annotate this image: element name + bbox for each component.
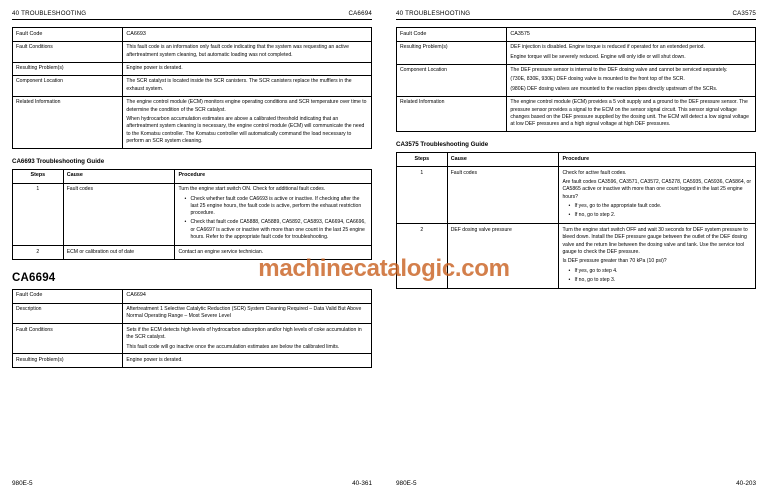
row-value-fault-conditions — [123, 324, 372, 354]
table-row — [13, 41, 372, 62]
row-label-related-information: Related Information — [397, 96, 507, 132]
column-header-procedure: Procedure — [559, 153, 756, 167]
paragraph: Engine torque will be severely reduced. Engine will only idle or will shut down. — [510, 53, 686, 60]
row-value-related-information — [123, 96, 372, 148]
table-row — [397, 167, 756, 224]
fault-code-table-ca6694 — [12, 289, 372, 368]
page-footer-left — [12, 480, 372, 487]
row-label-description: Description — [13, 303, 123, 324]
column-header-code-value: CA6693 — [123, 28, 372, 42]
column-header-steps: Steps — [13, 169, 64, 183]
page-header-left — [12, 10, 372, 20]
step-cause: Fault codes — [447, 167, 559, 224]
table-row — [13, 28, 372, 42]
footer-manual-number: 980E-5 — [396, 480, 417, 487]
paragraph: Turn the engine start switch OFF and wait 30 seconds for DEF system pressure to bleed down. Install the DEF pressure gauge between the outlet of the DEF dosing valve and the return line between the dosing valve and tank. Use the service tool gauge to check the DEF pressure. — [562, 226, 748, 255]
step-cause: DEF dosing valve pressure — [447, 224, 559, 289]
table-row — [13, 246, 372, 259]
step-procedure — [559, 224, 756, 289]
table-row — [397, 28, 756, 42]
column-header-fault-code: Fault Code — [13, 28, 123, 42]
section-title-ca6693-guide: CA6693 Troubleshooting Guide — [12, 157, 105, 165]
header-fault-code: CA6694 — [348, 10, 372, 17]
table-row — [13, 354, 372, 367]
step-number: 2 — [397, 224, 448, 289]
paragraph: The DEF pressure sensor is internal to the DEF dosing valve and cannot be serviced separately. — [510, 67, 728, 74]
row-label-fault-conditions: Fault Conditions — [13, 41, 123, 62]
watermark: machinecatalogic.com — [258, 255, 510, 282]
page-footer-right — [396, 480, 756, 487]
footer-page-number: 40-203 — [736, 480, 756, 487]
row-label-resulting-problems: Resulting Problem(s) — [13, 62, 123, 75]
paragraph: DEF injection is disabled. Engine torque is reduced if operated for an extended period. — [510, 44, 705, 51]
table-row — [397, 64, 756, 96]
paragraph: (730E, 830E, 930E) DEF dosing valve is mounted to the front top of the SCR. — [510, 76, 685, 83]
paragraph: Check for active fault codes. — [562, 169, 627, 176]
paragraph: When hydrocarbon accumulation estimates are above a calibrated threshold indicating that an aftertreatment system cleaning is necessary, the engine control module (ECM) will communicate the need to the Komatsu controller. The Komatsu controller will automatically command the load necessary to perform an SCR system cleaning. — [126, 115, 365, 145]
paragraph: (980E) DEF dosing valves are mounted to the reaction pipes directly upstream of the SCRs. — [510, 85, 718, 92]
footer-manual-number: 980E-5 — [12, 480, 33, 487]
step-number: 1 — [397, 167, 448, 224]
row-label-related-information: Related Information — [13, 96, 123, 148]
header-section-title: 40 TROUBLESHOOTING — [396, 10, 471, 17]
list-item: • If no, go to step 2. — [569, 212, 752, 219]
procedure-bullet-list — [562, 268, 752, 284]
row-label-resulting-problems: Resulting Problem(s) — [397, 41, 507, 64]
table-row — [397, 224, 756, 289]
row-label-fault-conditions: Fault Conditions — [13, 324, 123, 354]
troubleshooting-guide-ca3575 — [396, 152, 756, 289]
column-header-steps: Steps — [397, 153, 448, 167]
header-fault-code: CA3575 — [732, 10, 756, 17]
step-procedure: Contact an engine service technician. — [175, 246, 372, 259]
section-title-ca3575-guide: CA3575 Troubleshooting Guide — [396, 141, 489, 149]
table-header-row — [397, 153, 756, 167]
step-cause: Fault codes — [63, 183, 175, 246]
step-number: 2 — [13, 246, 64, 259]
table-row — [397, 96, 756, 132]
table-row — [13, 75, 372, 96]
column-header-cause: Cause — [63, 169, 175, 183]
page-title-ca6694: CA6694 — [12, 271, 56, 284]
row-label-component-location: Component Location — [13, 75, 123, 96]
step-cause: ECM or calibration out of date — [63, 246, 175, 259]
table-row — [13, 183, 372, 246]
row-value-component-location: The SCR catalyst is located inside the SCR canisters. The SCR canisters replace the mufflers in the exhaust system. — [123, 75, 372, 96]
table-row — [13, 303, 372, 324]
fault-code-table-ca6693 — [12, 27, 372, 149]
row-value-related-information: The engine control module (ECM) provides a 5 volt supply and a ground to the DEF pressure sensor. The pressure sensor provides a signal to the ECM on the sensor signal circuit. This sensor signal voltage changes based on the DEF pressure supplied by the dosing unit. The ECM will detect a low signal voltage at low DEF pressures and a high signal voltage at high DEF pressures. — [507, 96, 756, 132]
column-header-code-value: CA6694 — [123, 289, 372, 303]
table-row — [13, 62, 372, 75]
page-right — [384, 0, 768, 497]
procedure-bullet-list — [178, 196, 368, 242]
row-label-component-location: Component Location — [397, 64, 507, 96]
column-header-cause: Cause — [447, 153, 559, 167]
row-label-resulting-problems: Resulting Problem(s) — [13, 354, 123, 367]
row-value-fault-conditions: This fault code is an information only fault code indicating that the system was requesting an active aftertreatment system cleaning, but automatic loading was not completed. — [123, 41, 372, 62]
step-procedure — [559, 167, 756, 224]
paragraph: Sets if the ECM detects high levels of hydrocarbon adsorption and/or high levels of coke accumulation in the SCR catalyst. — [126, 326, 362, 341]
fault-code-table-ca3575 — [396, 27, 756, 132]
column-header-procedure: Procedure — [175, 169, 372, 183]
step-procedure — [175, 183, 372, 246]
paragraph: Is DEF pressure greater than 70 kPa (10 psi)? — [562, 258, 667, 265]
column-header-code-value: CA3575 — [507, 28, 756, 42]
footer-page-number: 40-361 — [352, 480, 372, 487]
column-header-fault-code: Fault Code — [397, 28, 507, 42]
paragraph: This fault code will go inactive once the accumulation estimates are below the calibrated limits. — [126, 343, 340, 350]
list-item: • If yes, go to step 4. — [569, 268, 752, 275]
procedure-bullet-list — [562, 203, 752, 219]
table-row — [13, 96, 372, 148]
list-item: • If no, go to step 3. — [569, 277, 752, 284]
paragraph: Turn the engine start switch ON. Check for additional fault codes. — [178, 186, 326, 193]
table-header-row — [13, 169, 372, 183]
step-number: 1 — [13, 183, 64, 246]
row-value-description: Aftertreatment 1 Selective Catalytic Reduction (SCR) System Cleaning Required – Data Valid But Above Normal Operating Range – Most Severe Level — [123, 303, 372, 324]
list-item: • Check whether fault code CA6693 is active or inactive. If checking after the last 25 engine hours, the fault code is active, perform the exhaust restriction procedure. — [185, 196, 368, 218]
row-value-resulting-problems: Engine power is derated. — [123, 354, 372, 367]
list-item: • Check that fault code CA5888, CA5889, CA5892, CA5893, CA6694, CA6696, or CA6697 is active or inactive with more than one count in the last 25 engine hours. Refer to the appropriate fault code for troubleshooting. — [185, 219, 368, 241]
troubleshooting-guide-ca6693 — [12, 169, 372, 260]
row-value-resulting-problems — [507, 41, 756, 64]
header-section-title: 40 TROUBLESHOOTING — [12, 10, 87, 17]
page-header-right — [396, 10, 756, 20]
table-row — [13, 324, 372, 354]
paragraph: The engine control module (ECM) monitors engine operating conditions and SCR temperature over time to determine the condition of the SCR catalyst. — [126, 99, 367, 113]
row-value-component-location — [507, 64, 756, 96]
column-header-fault-code: Fault Code — [13, 289, 123, 303]
paragraph: Are fault codes CA3596, CA3571, CA3572, CA5278, CA5935, CA5936, CA5864, or CA5865 active or inactive with more than one count logged in the last 25 engine hours? — [562, 178, 752, 200]
table-row — [13, 289, 372, 303]
row-value-resulting-problems: Engine power is derated. — [123, 62, 372, 75]
list-item: • If yes, go to the appropriate fault code. — [569, 203, 752, 210]
table-row — [397, 41, 756, 64]
